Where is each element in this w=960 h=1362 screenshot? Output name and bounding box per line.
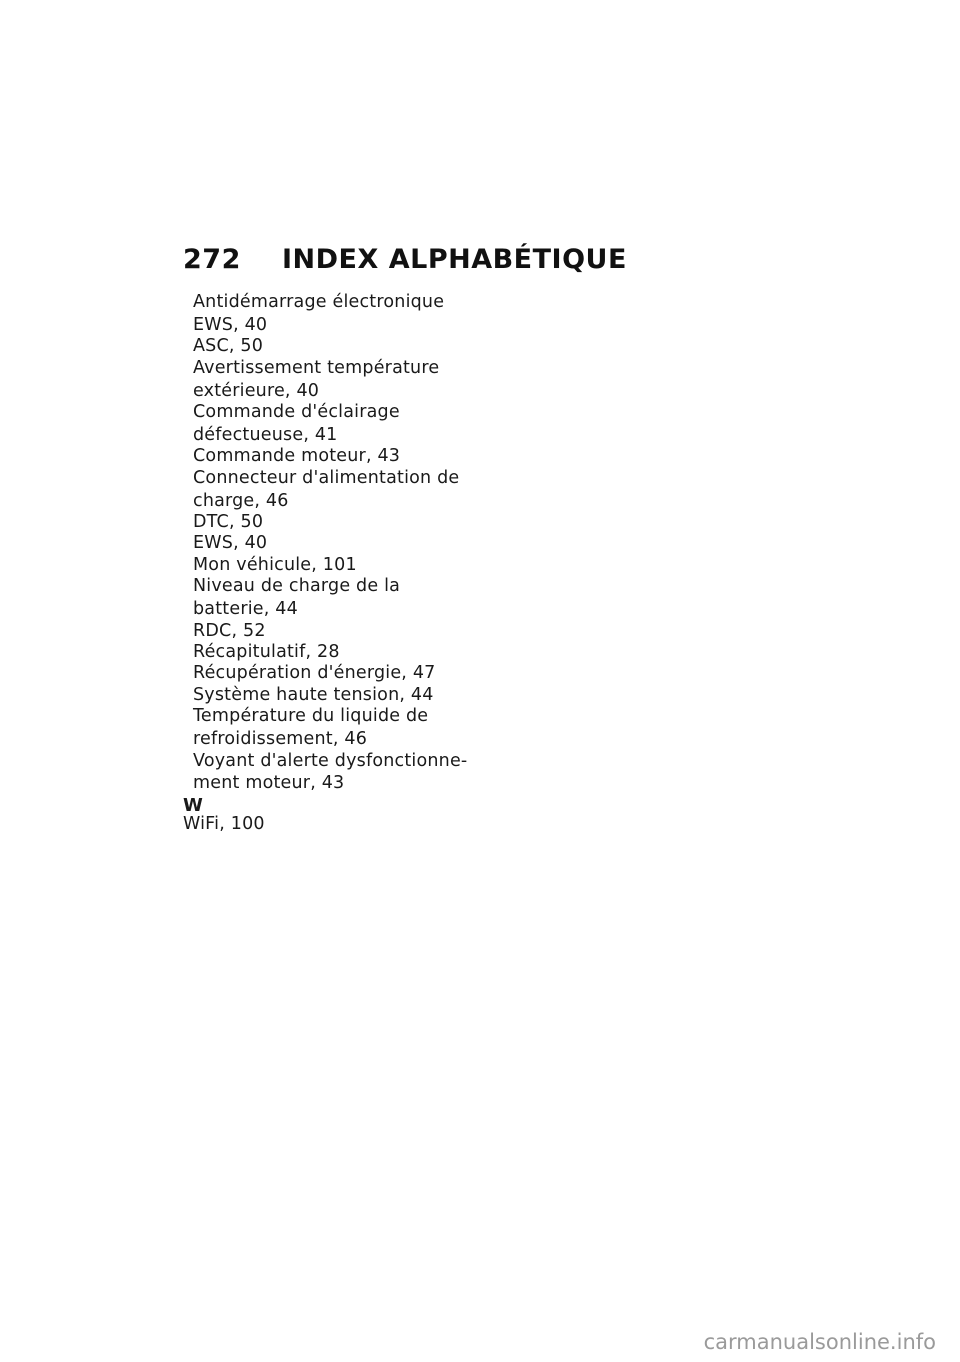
page-header	[183, 244, 627, 275]
index-entry	[183, 336, 483, 357]
entry-line: Niveau de charge de la	[193, 576, 401, 597]
entry-line: Commande d'éclairage	[193, 402, 400, 423]
page-title: INDEX ALPHABÉTIQUE	[282, 244, 627, 275]
index-entry	[183, 292, 483, 336]
index-entry	[183, 402, 483, 446]
entry-line: Voyant d'alerte dysfonctionne-	[193, 750, 468, 771]
entry-line: Récupération d'énergie, 47	[193, 663, 436, 684]
entry-line: EWS, 40	[193, 533, 268, 554]
entry-line-continued: ment moteur, 43	[193, 773, 345, 794]
index-entry	[183, 576, 483, 620]
entry-line: Mon véhicule, 101	[193, 554, 357, 575]
entry-line: Système haute tension, 44	[193, 684, 434, 705]
entry-line: Connecteur d'alimentation de	[193, 467, 460, 488]
index-entry-list-w	[183, 814, 265, 835]
entry-line-continued: charge, 46	[193, 490, 289, 511]
index-entry	[183, 706, 483, 750]
entry-line-continued: extérieure, 40	[193, 380, 320, 401]
index-entry	[183, 685, 483, 706]
page-number: 272	[183, 244, 241, 275]
entry-line: DTC, 50	[193, 512, 264, 533]
index-entry	[183, 642, 483, 663]
index-entry	[183, 621, 483, 642]
index-entry	[183, 446, 483, 467]
entry-line-continued: défectueuse, 41	[193, 424, 338, 445]
index-entry	[183, 751, 483, 795]
index-entry: WiFi, 100	[183, 814, 265, 834]
index-entry	[183, 358, 483, 402]
entry-line-continued: batterie, 44	[193, 599, 298, 620]
entry-line: ASC, 50	[193, 336, 264, 357]
entry-line: Antidémarrage électronique	[193, 292, 445, 312]
section-letter-heading: W	[183, 795, 203, 816]
index-entry	[183, 468, 483, 512]
watermark: carmanualsonline.info	[703, 1330, 936, 1354]
entry-line: RDC, 52	[193, 620, 266, 641]
index-entry	[183, 663, 483, 684]
entry-line: Récapitulatif, 28	[193, 642, 340, 662]
entry-line-continued: EWS, 40	[193, 314, 268, 335]
index-entry	[183, 533, 483, 554]
index-entry	[183, 555, 483, 576]
index-entry-list	[183, 292, 483, 795]
entry-line-continued: refroidissement, 46	[193, 729, 368, 750]
entry-line: Avertissement température	[193, 357, 440, 378]
entry-line: Commande moteur, 43	[193, 446, 401, 467]
entry-line: Température du liquide de	[193, 706, 429, 727]
index-entry	[183, 512, 483, 533]
